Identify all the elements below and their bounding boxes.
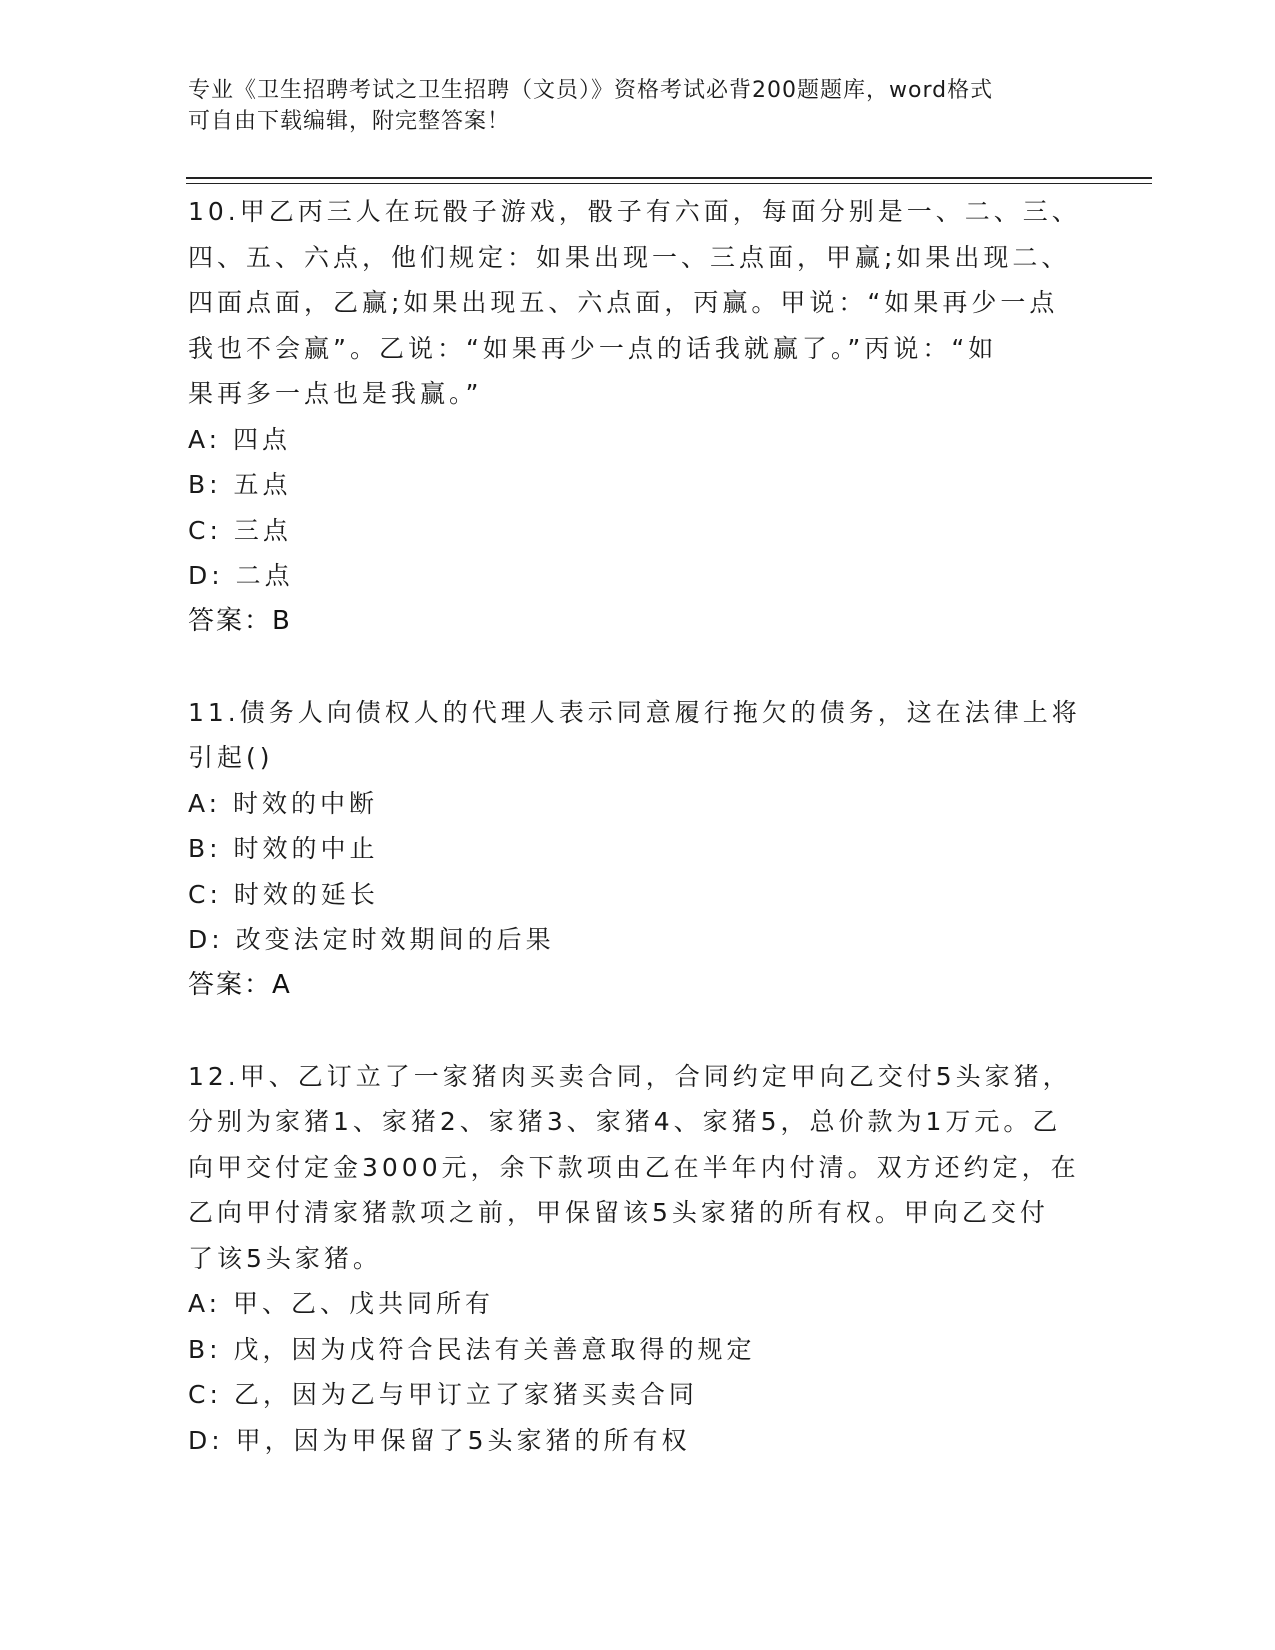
question-text-line: 乙向甲付清家猪款项之前，甲保留该5头家猪的所有权。甲向乙交付 [188, 1198, 1049, 1227]
question-list [188, 189, 1088, 1463]
question-text-line: 果再多一点也是我赢。” [188, 379, 483, 408]
question-block [188, 690, 1088, 1009]
question-text-line: 分别为家猪1、家猪2、家猪3、家猪4、家猪5，总价款为1万元。乙 [188, 1107, 1062, 1136]
option-c: C: 乙，因为乙与甲订立了家猪买卖合同 [188, 1380, 698, 1409]
header-line-1: 专业《卫生招聘考试之卫生招聘（文员）》资格考试必背200题题库，word格式 [188, 78, 994, 103]
question-text-line: 了该5头家猪。 [188, 1243, 382, 1273]
option-c: C: 时效的延长 [188, 879, 379, 909]
option-c: C: 三点 [188, 515, 292, 545]
option-b: B: 五点 [188, 470, 292, 499]
option-a: A: 四点 [188, 424, 292, 454]
document-header [188, 75, 1068, 137]
header-divider-thin [186, 183, 1152, 184]
option-d: D: 改变法定时效期间的后果 [188, 925, 555, 954]
question-text-line: 11.债务人向债权人的代理人表示同意履行拖欠的债务，这在法律上将 [188, 697, 1081, 727]
answer-line: 答案：B [188, 605, 292, 636]
question-text-line: 向甲交付定金3000元，余下款项由乙在半年内付清。双方还约定，在 [188, 1152, 1080, 1182]
question-text-line: 我也不会赢”。乙说：“如果再少一点的话我就赢了。”丙说：“如 [188, 333, 998, 363]
question-spacer [188, 1008, 1088, 1054]
question-text-line: 引起() [188, 743, 274, 772]
question-text-line: 10.甲乙丙三人在玩骰子游戏，骰子有六面，每面分别是一、二、三、 [188, 197, 1081, 226]
question-text-line: 12.甲、乙订立了一家猪肉买卖合同，合同约定甲向乙交付5头家猪， [188, 1061, 1072, 1091]
question-text-line: 四、五、六点，他们规定：如果出现一、三点面，甲赢;如果出现二、 [188, 242, 1071, 272]
option-a: A: 时效的中断 [188, 788, 379, 818]
header-divider-thick [186, 177, 1152, 179]
option-b: B: 时效的中止 [188, 834, 379, 863]
option-d: D: 二点 [188, 561, 294, 590]
question-block [188, 1054, 1088, 1464]
answer-line: 答案：A [188, 969, 292, 1000]
option-d: D: 甲，因为甲保留了5头家猪的所有权 [188, 1425, 691, 1455]
question-block [188, 189, 1088, 644]
question-spacer [188, 644, 1088, 690]
question-text-line: 四面点面，乙赢;如果出现五、六点面，丙赢。甲说：“如果再少一点 [188, 288, 1059, 317]
header-line-2: 可自由下载编辑，附完整答案！ [188, 109, 511, 134]
option-a: A: 甲、乙、戊共同所有 [188, 1289, 495, 1318]
option-b: B: 戊，因为戊符合民法有关善意取得的规定 [188, 1334, 756, 1364]
